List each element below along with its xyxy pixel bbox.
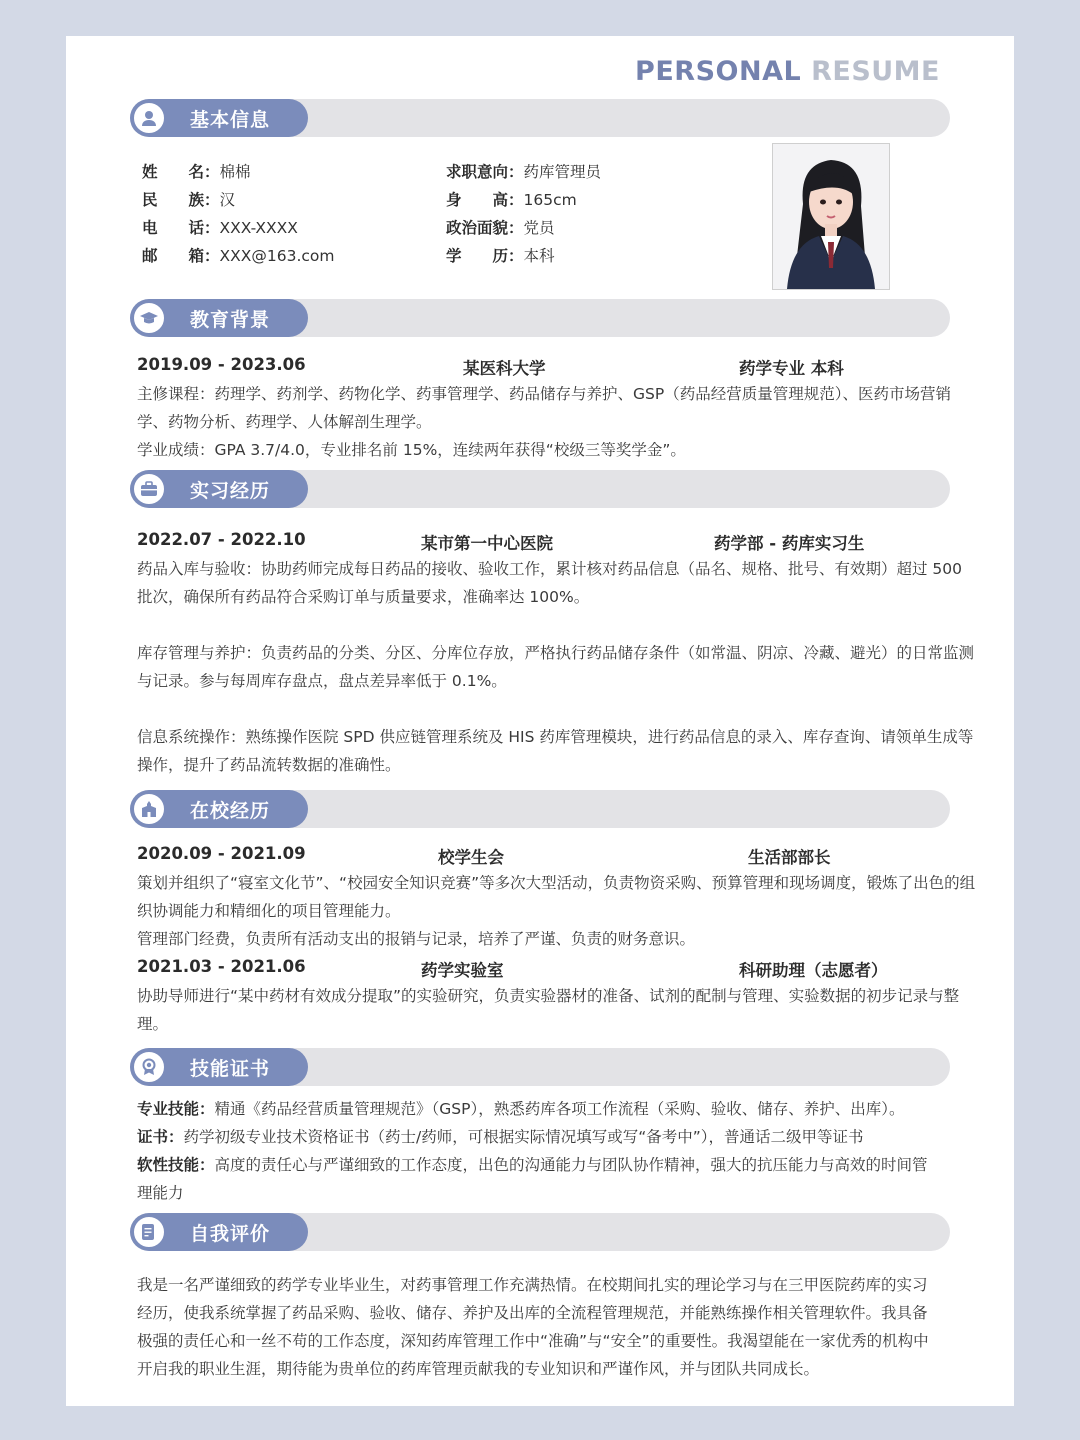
education-school: 某医科大学: [463, 359, 546, 378]
info-email: 邮 箱：XXX@163.com: [142, 247, 335, 265]
campus-org2: 药学实验室: [421, 961, 504, 980]
campus-period1: 2020.09 - 2021.09: [137, 844, 306, 863]
page-title: [635, 56, 940, 87]
education-courses: 主修课程：药理学、药剂学、药物化学、药事管理学、药品储存与养护、GSP（药品经营质量管理规范）、医药市场营销学、药物分析、药理学、人体解剖生理学。: [137, 385, 951, 431]
info-name: 姓 名：棉棉: [142, 163, 251, 181]
graduation-cap-icon: [132, 301, 166, 335]
skill-soft: 软性技能：高度的责任心与严谨细致的工作态度，出色的沟通能力与团队协作精神，强大的抗压能力与高效的时间管理能力: [137, 1156, 928, 1202]
section-title-basic: 基本信息: [190, 109, 271, 131]
self-evaluation: 我是一名严谨细致的药学专业毕业生，对药事管理工作充满热情。在校期间扎实的理论学习与在三甲医院药库的实习经历，使我系统掌握了药品采购、验收、储存、养护及出库的全流程管理规范，并能熟练操作相关管理软件。我具备极强的责任心和一丝不苟的工作态度，深知药库管理工作中“准确”与“安全”的重要性。我渴望能在一家优秀的机构中开启我的职业生涯，期待能为贵单位的药库管理贡献我的专业知识和严谨作风，并与团队共同成长。: [137, 1276, 929, 1378]
campus-role2: 科研助理（志愿者）: [739, 961, 888, 980]
info-intent: 求职意向：药库管理员: [446, 163, 602, 181]
internship-period: 2022.07 - 2022.10: [137, 530, 306, 549]
internship-p3: 信息系统操作：熟练操作医院 SPD 供应链管理系统及 HIS 药库管理模块，进行药品信息的录入、库存查询、请领单生成等操作，提升了药品流转数据的准确性。: [137, 728, 974, 774]
campus-p3: 协助导师进行“某中药材有效成分提取”的实验研究，负责实验器材的准备、试剂的配制与管理、实验数据的初步记录与整理。: [137, 987, 960, 1033]
section-title-self: 自我评价: [190, 1223, 271, 1245]
info-height: 身 高：165cm: [446, 191, 577, 209]
campus-period2: 2021.03 - 2021.06: [137, 957, 306, 976]
profile-photo: [772, 143, 890, 290]
education-period: 2019.09 - 2023.06: [137, 355, 306, 374]
section-title-campus: 在校经历: [190, 800, 271, 822]
section-header-campus: [130, 790, 950, 828]
title-part1: PERSONAL: [635, 56, 802, 87]
campus-role1: 生活部部长: [748, 848, 831, 867]
internship-p1: 药品入库与验收：协助药师完成每日药品的接收、验收工作，累计核对药品信息（品名、规格、批号、有效期）超过 500 批次，确保所有药品符合采购订单与质量要求，准确率达 100%。: [137, 560, 963, 606]
info-political: 政治面貌：党员: [446, 219, 555, 237]
internship-org: 某市第一中心医院: [421, 534, 553, 553]
education-major: 药学专业 本科: [739, 359, 844, 378]
user-icon: [132, 101, 166, 135]
section-header-internship: [130, 470, 950, 508]
section-header-basic: [130, 99, 950, 137]
document-edit-icon: [132, 1215, 166, 1249]
campus-p1: 策划并组织了“寝室文化节”、“校园安全知识竞赛”等多次大型活动，负责物资采购、预算管理和现场调度，锻炼了出色的组织协调能力和精细化的项目管理能力。: [137, 874, 976, 920]
info-degree: 学 历：本科: [446, 247, 555, 265]
info-ethnicity: 民 族：汉: [142, 191, 236, 209]
info-phone: 电 话：XXX-XXXX: [142, 219, 298, 237]
internship-role: 药学部 - 药库实习生: [714, 534, 865, 553]
section-header-self: [130, 1213, 950, 1251]
award-icon: [132, 1050, 166, 1084]
skill-certificate: 证书：药学初级专业技术资格证书（药士/药师，可根据实际情况填写或写“备考中”），普通话二级甲等证书: [137, 1128, 864, 1146]
section-title-skills: 技能证书: [190, 1058, 271, 1080]
section-header-skills: [130, 1048, 950, 1086]
campus-org1: 校学生会: [438, 848, 504, 867]
internship-p2: 库存管理与养护：负责药品的分类、分区、分库位存放，严格执行药品储存条件（如常温、阴凉、冷藏、避光）的日常监测与记录。参与每周库存盘点，盘点差异率低于 0.1%。: [137, 644, 975, 690]
building-icon: [132, 792, 166, 826]
campus-p2: 管理部门经费，负责所有活动支出的报销与记录，培养了严谨、负责的财务意识。: [137, 930, 696, 948]
education-grades: 学业成绩：GPA 3.7/4.0，专业排名前 15%，连续两年获得“校级三等奖学金”。: [137, 441, 686, 459]
section-title-education: 教育背景: [190, 309, 271, 331]
title-part2: RESUME: [811, 56, 940, 87]
section-header-education: [130, 299, 950, 337]
skill-professional: 专业技能：精通《药品经营质量管理规范》（GSP），熟悉药库各项工作流程（采购、验收、储存、养护、出库）。: [137, 1100, 905, 1118]
section-title-internship: 实习经历: [190, 480, 271, 502]
briefcase-icon: [132, 472, 166, 506]
